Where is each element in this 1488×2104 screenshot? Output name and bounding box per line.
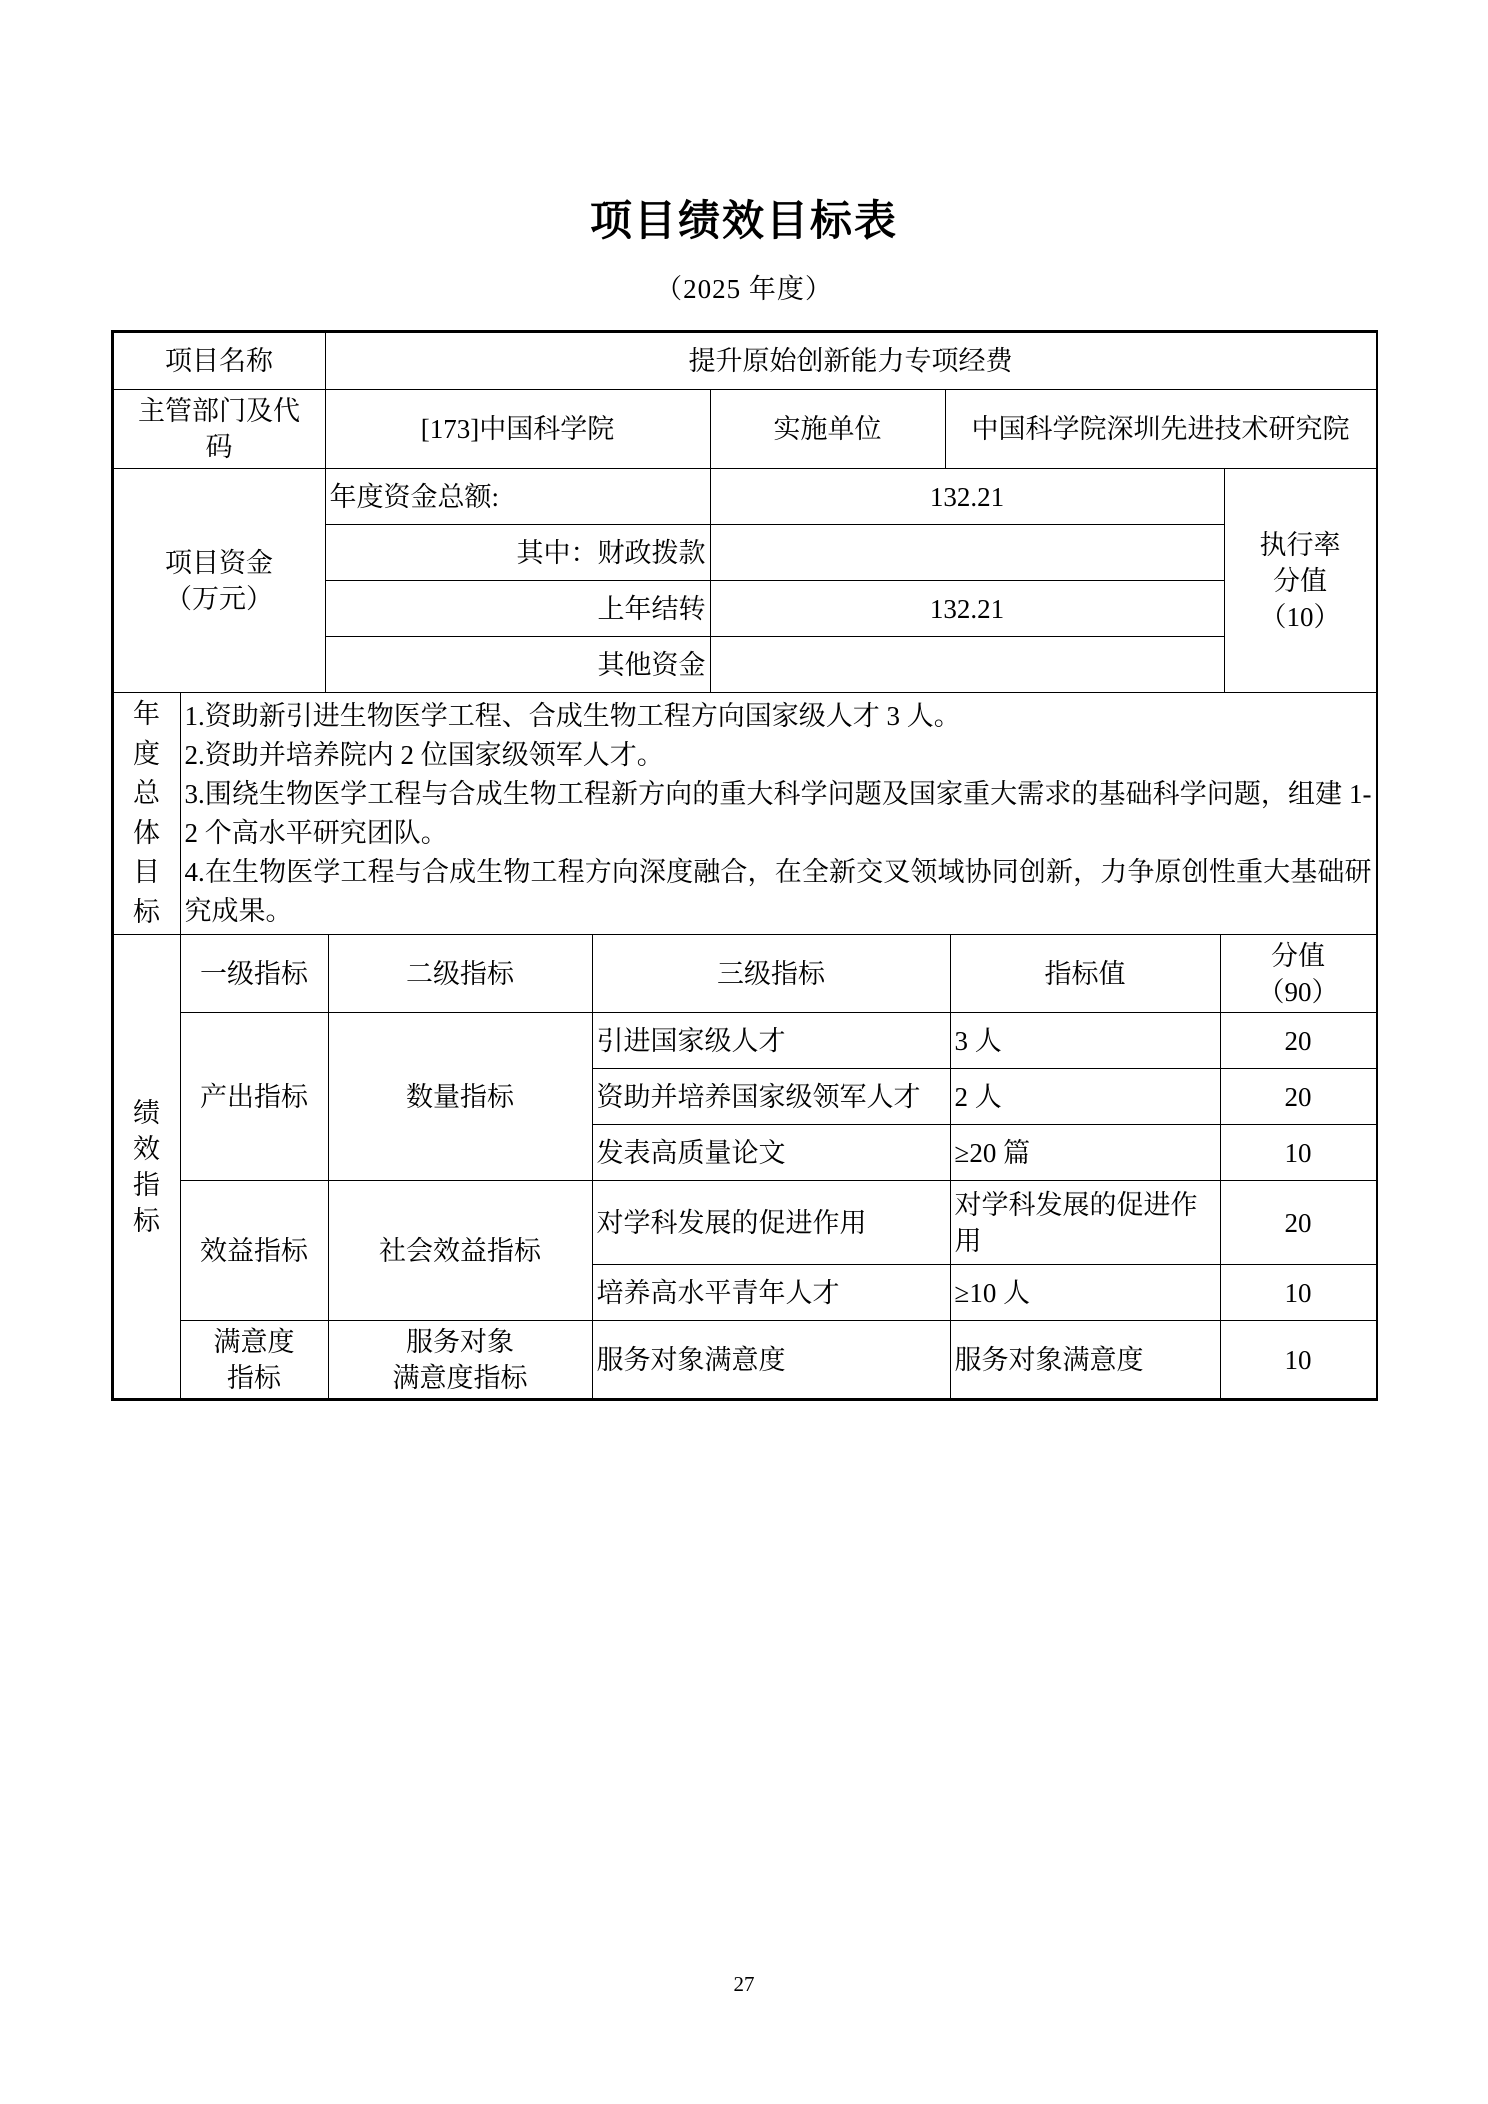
project-info-table: [113, 332, 1377, 469]
indicator-row: [113, 1013, 1376, 1069]
indicator-row: [113, 1181, 1376, 1265]
funding-section-label-cell: 项目资金 （万元）: [113, 469, 325, 693]
funding-row-value-cell: 132.21: [710, 581, 1224, 637]
department-value-cell: [173]中国科学院: [325, 390, 710, 469]
funding-row-value-cell: 132.21: [710, 469, 1224, 525]
header-level3-cell: 三级指标: [592, 935, 950, 1013]
level3-cell: 对学科发展的促进作用: [592, 1181, 950, 1265]
indicator-score-cell: 20: [1220, 1069, 1376, 1125]
funding-row-label-cell: 上年结转: [325, 581, 710, 637]
indicators-table: [113, 934, 1377, 1399]
funding-row-label-cell: 年度资金总额:: [325, 469, 710, 525]
annual-goals-label-cell: 年 度 总 体 目 标: [113, 693, 180, 935]
indicator-value-cell: 3 人: [950, 1013, 1220, 1069]
page-number: 27: [733, 1972, 755, 1996]
level3-cell: 资助并培养国家级领军人才: [592, 1069, 950, 1125]
level1-cell: 满意度 指标: [180, 1321, 328, 1399]
header-value-cell: 指标值: [950, 935, 1220, 1013]
department-label-cell: 主管部门及代 码: [113, 390, 325, 469]
table-row: [113, 693, 1376, 935]
level2-cell: 社会效益指标: [328, 1181, 592, 1321]
project-name-value-cell: 提升原始创新能力专项经费: [325, 333, 1376, 390]
table-row: [113, 333, 1376, 390]
goal-item: 2.资助并培养院内 2 位国家级领军人才。: [184, 739, 664, 770]
annual-goals-content-cell: [180, 693, 1376, 935]
level2-cell: 数量指标: [328, 1013, 592, 1181]
table-row: [113, 469, 1376, 525]
performance-target-table: [111, 330, 1378, 1401]
indicator-score-cell: 20: [1220, 1013, 1376, 1069]
goal-item: 4.在生物医学工程与合成生物工程方向深度融合，在全新交叉领域协同创新，力争原创性重大基础研究成果。: [184, 856, 1372, 926]
funding-row-label-cell: 其他资金: [325, 637, 710, 693]
indicator-score-cell: 10: [1220, 1321, 1376, 1399]
header-level2-cell: 二级指标: [328, 935, 592, 1013]
project-name-label-cell: 项目名称: [113, 333, 325, 390]
header-level1-cell: 一级指标: [180, 935, 328, 1013]
annual-goals-table: [113, 692, 1377, 935]
level2-cell: 服务对象 满意度指标: [328, 1321, 592, 1399]
funding-row-value-cell: [710, 525, 1224, 581]
funding-row-label-cell: 其中：财政拨款: [325, 525, 710, 581]
table-row: [113, 935, 1376, 1013]
goal-item: 3.围绕生物医学工程与合成生物工程新方向的重大科学问题及国家重大需求的基础科学问题，组建 1-2 个高水平研究团队。: [184, 778, 1372, 848]
table-row: [113, 390, 1376, 469]
level3-cell: 发表高质量论文: [592, 1125, 950, 1181]
implement-unit-value-cell: 中国科学院深圳先进技术研究院: [945, 390, 1376, 469]
level3-cell: 引进国家级人才: [592, 1013, 950, 1069]
page-title: 项目绩效目标表: [589, 197, 898, 244]
level1-cell: 产出指标: [180, 1013, 328, 1181]
execution-rate-score-cell: 执行率 分值 （10）: [1224, 469, 1376, 693]
indicator-value-cell: 2 人: [950, 1069, 1220, 1125]
header-score-cell: 分值 （90）: [1220, 935, 1376, 1013]
indicators-section-label-cell: 绩 效 指 标: [113, 935, 180, 1399]
indicator-score-cell: 20: [1220, 1181, 1376, 1265]
indicator-value-cell: ≥20 篇: [950, 1125, 1220, 1181]
indicator-row: [113, 1321, 1376, 1399]
funding-table: [113, 468, 1377, 693]
implement-unit-label-cell: 实施单位: [710, 390, 945, 469]
goal-item: 1.资助新引进生物医学工程、合成生物工程方向国家级人才 3 人。: [184, 700, 961, 731]
page-subtitle: （2025 年度）: [655, 274, 833, 304]
indicator-score-cell: 10: [1220, 1125, 1376, 1181]
level1-cell: 效益指标: [180, 1181, 328, 1321]
indicator-value-cell: 服务对象满意度: [950, 1321, 1220, 1399]
indicator-value-cell: ≥10 人: [950, 1265, 1220, 1321]
indicator-score-cell: 10: [1220, 1265, 1376, 1321]
level3-cell: 服务对象满意度: [592, 1321, 950, 1399]
indicator-value-cell: 对学科发展的促进作用: [950, 1181, 1220, 1265]
level3-cell: 培养高水平青年人才: [592, 1265, 950, 1321]
funding-row-value-cell: [710, 637, 1224, 693]
